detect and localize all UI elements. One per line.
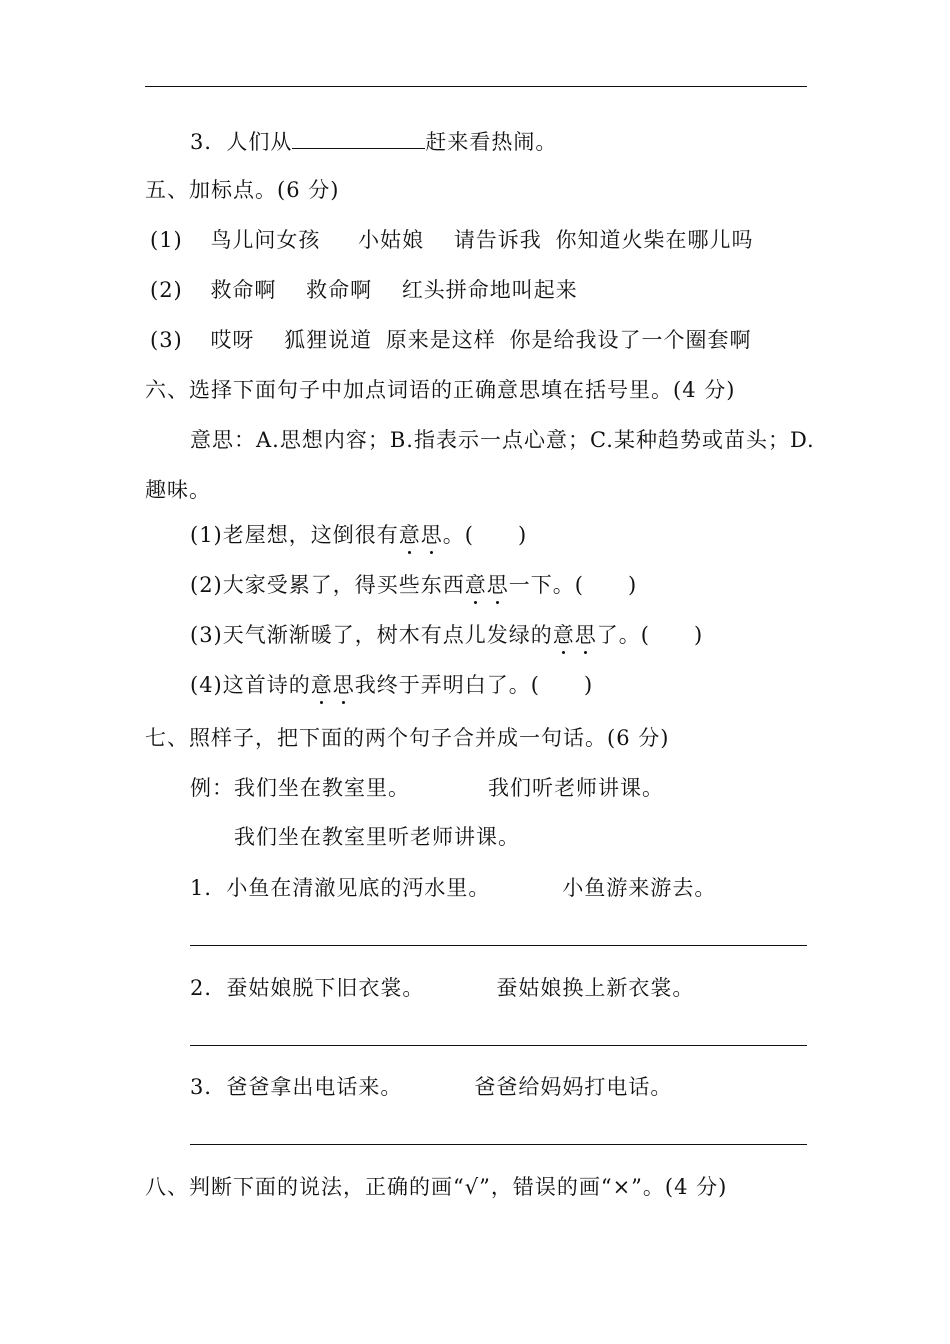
sentence-a: 小鱼在清澈见底的沔水里。 [226,876,491,900]
phrase: 原来是这样 [385,328,496,352]
item-number: (1) [150,228,183,252]
example-sentence-a: 我们坐在教室里。 [234,776,410,800]
section6-item-2 [190,572,637,598]
section8-title: 八、判断下面的说法，正确的画“√”，错误的画“×”。(4 分) [145,1175,728,1199]
section6-title: 六、选择下面句子中加点词语的正确意思填在括号里。(4 分) [145,378,736,402]
fill-blank[interactable] [292,128,425,149]
section7-example-result: 我们坐在教室里听老师讲课。 [234,825,520,849]
sentence-text: (3)天气渐渐暖了，树木有点儿发绿的 [190,623,553,647]
example-label: 例： [190,776,234,800]
answer-line-3[interactable] [190,1144,807,1145]
phrase: 红头拼命地叫起来 [401,278,578,302]
section7-item-3 [190,1074,672,1100]
item-number: 3． [190,1075,227,1099]
example-sentence-b: 我们听老师讲课。 [488,776,664,800]
item-number: (3) [150,328,183,352]
phrase: 鸟儿问女孩 [210,228,321,252]
sentence-a: 爸爸拿出电话来。 [226,1075,403,1099]
phrase: 你知道火柴在哪儿吗 [555,228,754,252]
section7-item-2 [190,975,694,1001]
dotted-char: 意 [552,623,575,647]
section6-item-4 [190,672,593,698]
phrase: 救命啊 [306,278,373,302]
answer-bracket[interactable]: 一下。( ) [508,573,638,597]
dotted-char: 思 [332,673,355,697]
item-number: 1． [190,876,227,900]
top-rule [145,86,807,87]
dotted-char: 意 [464,573,487,597]
section7-title: 七、照样子，把下面的两个句子合并成一句话。(6 分) [145,726,670,750]
dotted-word [553,623,597,647]
answer-bracket[interactable]: 了。( ) [596,623,704,647]
sentence-a: 蚕姑娘脱下旧衣裳。 [226,976,425,1000]
dotted-char: 思 [486,573,509,597]
phrase: 请告诉我 [453,228,542,252]
phrase: 你是给我设了一个圈套啊 [509,328,752,352]
sentence-text: (4)这首诗的 [190,673,311,697]
sentence-text: (1)老屋想，这倒很有 [190,523,399,547]
dotted-word [311,673,355,697]
dotted-word [399,523,443,547]
section5-title: 五、加标点。(6 分) [145,178,340,202]
phrase: 哎呀 [210,328,255,352]
section5-item-1 [150,227,754,253]
section7-item-1 [190,875,716,901]
section5-item-2 [150,277,578,303]
answer-bracket[interactable]: 。( ) [442,523,528,547]
section6-item-1 [190,522,527,548]
dotted-word [465,573,509,597]
section5-item-3 [150,327,752,353]
dotted-char: 思 [420,523,443,547]
section6-meanings-cont: 趣味。 [145,478,211,502]
dotted-char: 思 [574,623,597,647]
q4-item3-prefix: 3．人们从 [190,130,293,154]
phrase: 小姑娘 [358,228,425,252]
phrase: 狐狸说道 [284,328,373,352]
item-number: 2． [190,976,227,1000]
section6-meanings: 意思：A.思想内容；B.指表示一点心意；C.某种趋势或苗头；D. [190,428,815,452]
sentence-b: 蚕姑娘换上新衣裳。 [496,976,695,1000]
answer-line-2[interactable] [190,1045,807,1046]
q4-item3-suffix: 赶来看热闹。 [425,130,558,154]
q4-item3 [190,128,557,155]
answer-line-1[interactable] [190,945,807,946]
answer-bracket[interactable]: 我终于弄明白了。( ) [354,673,594,697]
sentence-text: (2)大家受累了，得买些东西 [190,573,465,597]
sentence-b: 小鱼游来游去。 [562,876,717,900]
section6-item-3 [190,622,703,648]
dotted-char: 意 [310,673,333,697]
section7-example [190,775,664,801]
item-number: (2) [150,278,183,302]
dotted-char: 意 [398,523,421,547]
sentence-b: 爸爸给妈妈打电话。 [474,1075,673,1099]
phrase: 救命啊 [210,278,277,302]
